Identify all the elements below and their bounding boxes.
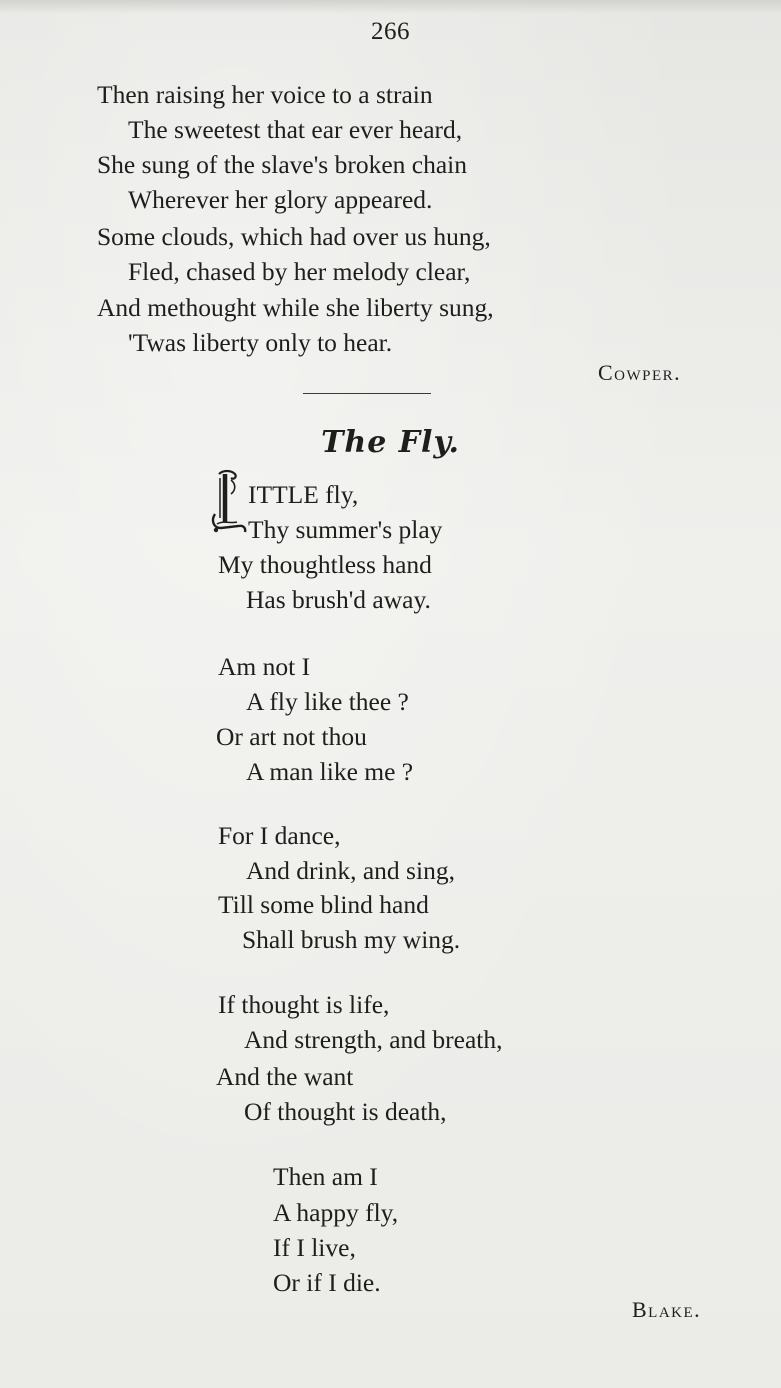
poem-line: Then am I	[273, 1162, 378, 1191]
poem-line: And the want	[216, 1062, 354, 1091]
poem-title: The Fly.	[321, 425, 460, 460]
poem-line: My thoughtless hand	[218, 550, 432, 579]
poem-line: Or if I die.	[273, 1268, 381, 1297]
poem-line: She sung of the slave's broken chain	[97, 150, 468, 179]
poem-line: If I live,	[273, 1233, 356, 1262]
author-attribution: Cowper.	[598, 360, 682, 385]
poem-line: And methought while she liberty sung,	[97, 293, 494, 322]
poem-line-first: ITTLE fly,	[248, 480, 359, 509]
poem-line: A happy fly,	[273, 1198, 399, 1227]
poem-line: A man like me ?	[246, 757, 414, 786]
poem-line: A fly like thee ?	[246, 687, 409, 716]
poem-line: The sweetest that ear ever heard,	[128, 115, 463, 144]
poem-line: Wherever her glory appeared.	[128, 185, 433, 214]
poem-line: For I dance,	[218, 821, 341, 850]
poem-line: Thy summer's play	[248, 515, 443, 544]
section-divider	[303, 393, 431, 394]
poem-line: Till some blind hand	[218, 890, 429, 919]
poem-line: And drink, and sing,	[246, 856, 455, 885]
poem-line: Am not I	[218, 652, 311, 681]
poem-line: 'Twas liberty only to hear.	[128, 328, 393, 357]
poem-line: Shall brush my wing.	[242, 925, 461, 954]
poem-line: And strength, and breath,	[244, 1025, 503, 1054]
poem-line: Has brush'd away.	[246, 585, 431, 614]
poem-line: Fled, chased by her melody clear,	[128, 257, 471, 286]
poem-line: Then raising her voice to a strain	[97, 80, 433, 109]
poem-line: If thought is life,	[218, 990, 390, 1019]
poem-line: Or art not thou	[216, 722, 367, 751]
poem-line: Some clouds, which had over us hung,	[97, 222, 491, 251]
page-edge-shadow	[0, 0, 781, 14]
poem-line: Of thought is death,	[244, 1097, 447, 1126]
drop-cap-ornament	[209, 468, 249, 542]
page-number: 266	[371, 18, 410, 45]
author-attribution: Blake.	[632, 1297, 702, 1322]
